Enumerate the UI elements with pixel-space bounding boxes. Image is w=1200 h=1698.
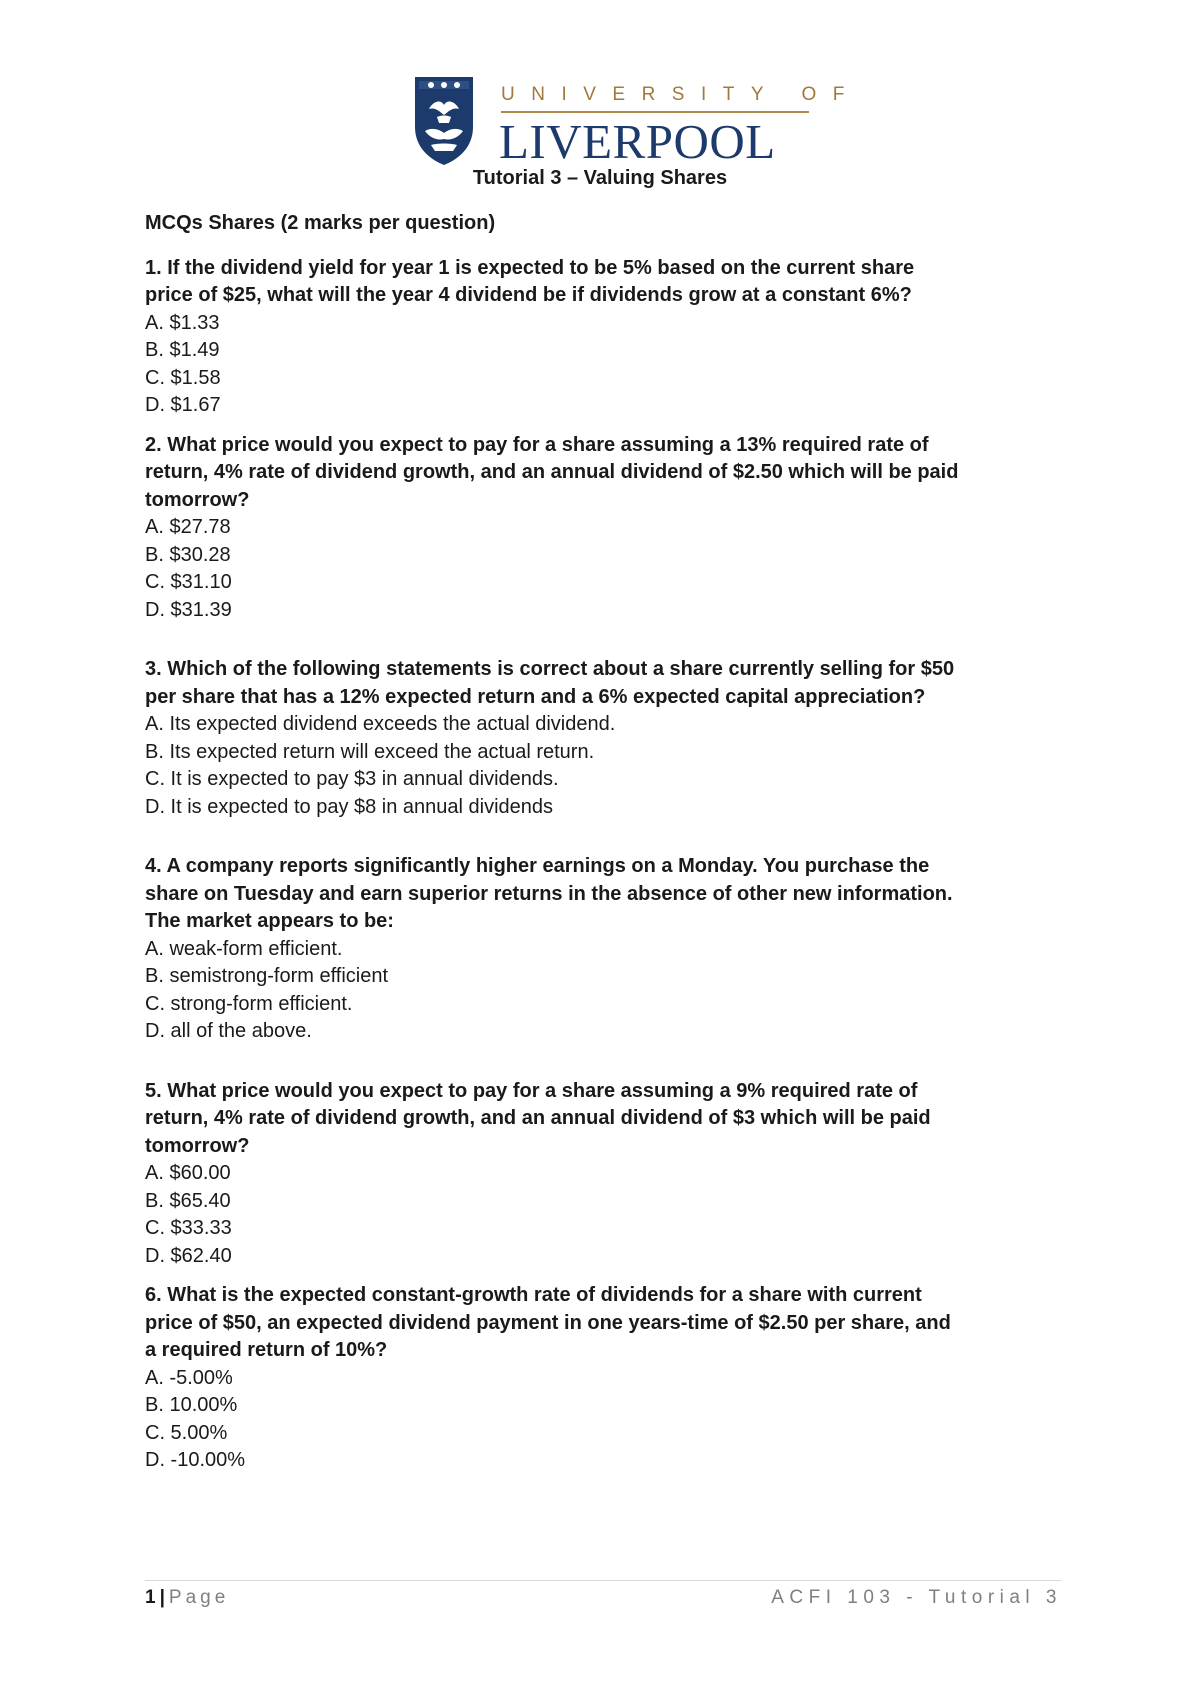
question-1 (145, 255, 1075, 420)
question-3 (145, 656, 1075, 821)
answer-option: C. strong-form efficient. (145, 992, 353, 1015)
answer-option: C. $33.33 (145, 1217, 232, 1239)
answer-option: C. $1.58 (145, 366, 221, 389)
university-crest-icon (413, 75, 475, 167)
answer-option: D. $1.67 (145, 394, 221, 416)
question-text (145, 432, 1075, 515)
answer-option: B. Its expected return will exceed the actual return. (145, 740, 595, 763)
question-2 (145, 432, 1075, 625)
document-body (145, 210, 1075, 1475)
answer-option: B. $65.40 (145, 1189, 231, 1212)
logo-university-of: UNIVERSITY OF (501, 84, 861, 105)
answer-option: B. semistrong-form efficient (145, 965, 389, 987)
question-text (145, 1282, 1075, 1365)
question-line: tomorrow? (145, 1134, 250, 1157)
answer-option: D. $31.39 (145, 598, 232, 621)
answer-option: B. $1.49 (145, 339, 220, 361)
question-text (145, 255, 1075, 310)
question-line: return, 4% rate of dividend growth, and an annual dividend of $2.50 which will be paid (145, 461, 959, 483)
question-line: The market appears to be: (145, 910, 394, 932)
answer-option: A. $60.00 (145, 1162, 231, 1184)
footer-course-label: ACFI 103 - Tutorial 3 (771, 1587, 1062, 1608)
question-line: 6. What is the expected constant-growth rate of dividends for a share with current (145, 1284, 922, 1306)
answer-option: D. It is expected to pay $8 in annual dividends (145, 795, 554, 818)
question-line: 4. A company reports significantly higher earnings on a Monday. You purchase the (145, 855, 930, 877)
answer-option: A. $27.78 (145, 516, 231, 538)
answer-option: C. 5.00% (145, 1421, 228, 1444)
answer-option: C. $31.10 (145, 571, 232, 593)
answer-option: C. It is expected to pay $3 in annual dividends. (145, 768, 559, 790)
question-text (145, 853, 1075, 936)
answer-option: B. 10.00% (145, 1394, 238, 1416)
question-line: price of $50, an expected dividend payment in one years-time of $2.50 per share, and (145, 1311, 951, 1334)
answer-option: D. -10.00% (145, 1449, 246, 1471)
answer-option: D. $62.40 (145, 1244, 232, 1267)
question-line: price of $25, what will the year 4 dividend be if dividends grow at a constant 6%? (145, 284, 912, 306)
question-line: per share that has a 12% expected return and a 6% expected capital appreciation? (145, 685, 926, 708)
answer-option: A. $1.33 (145, 311, 220, 334)
answer-option: A. -5.00% (145, 1366, 233, 1389)
footer-divider (145, 1580, 1062, 1581)
question-line: tomorrow? (145, 488, 250, 511)
question-line: return, 4% rate of dividend growth, and an annual dividend of $3 which will be paid (145, 1107, 931, 1129)
question-line: share on Tuesday and earn superior returns in the absence of other new information. (145, 882, 953, 905)
question-6 (145, 1282, 1075, 1475)
footer-page-label: Page (168, 1587, 230, 1608)
university-logo (413, 75, 861, 170)
answer-option: A. Its expected dividend exceeds the actual dividend. (145, 713, 616, 735)
answer-option: A. weak-form efficient. (145, 937, 343, 960)
question-line: 3. Which of the following statements is correct about a share currently selling for $50 (145, 658, 955, 680)
section-heading: MCQs Shares (2 marks per question) (145, 212, 496, 234)
footer-page-number: 1 (145, 1587, 156, 1608)
footer-page-indicator (145, 1587, 229, 1609)
question-line: 2. What price would you expect to pay for a share assuming a 13% required rate of (145, 433, 929, 456)
question-line: 5. What price would you expect to pay for a share assuming a 9% required rate of (145, 1079, 918, 1102)
question-5 (145, 1078, 1075, 1271)
question-4 (145, 853, 1075, 1046)
footer-separator: | (159, 1587, 165, 1608)
document-title: Tutorial 3 – Valuing Shares (472, 167, 728, 189)
answer-option: D. all of the above. (145, 1020, 312, 1042)
question-line: 1. If the dividend yield for year 1 is expected to be 5% based on the current share (145, 256, 915, 279)
answer-option: B. $30.28 (145, 543, 231, 566)
question-line: a required return of 10%? (145, 1339, 388, 1361)
question-text (145, 1078, 1075, 1161)
logo-liverpool: LIVERPOOL (499, 114, 776, 169)
question-text (145, 656, 1075, 711)
